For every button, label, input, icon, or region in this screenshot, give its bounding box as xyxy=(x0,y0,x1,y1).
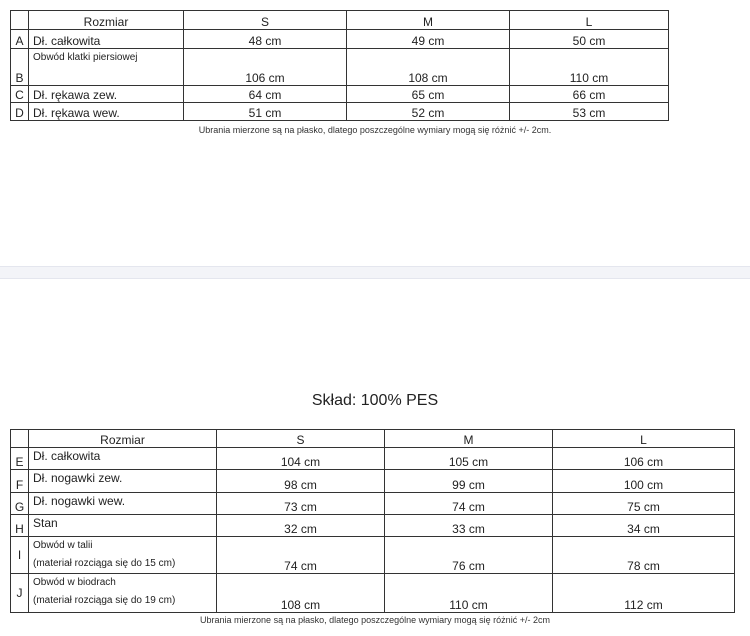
row-letter: D xyxy=(11,103,29,121)
row-letter: I xyxy=(11,537,29,574)
composition-heading: Skład: 100% PES xyxy=(311,392,439,409)
row-value-l: 75 cm xyxy=(553,493,735,515)
row-measure-note: (materiał rozciąga się do 15 cm) xyxy=(33,558,176,569)
row-letter: H xyxy=(11,515,29,537)
row-value-s: 32 cm xyxy=(217,515,385,537)
table-row xyxy=(11,49,669,86)
table-header-row xyxy=(11,11,669,30)
row-value-m: 74 cm xyxy=(385,493,553,515)
header-size-label: Rozmiar xyxy=(29,430,217,448)
row-value-m: 99 cm xyxy=(385,470,553,493)
table-row xyxy=(11,493,735,515)
table-header-row xyxy=(11,430,735,448)
row-measure-name-text: Obwód w biodrach xyxy=(33,577,116,588)
table-row xyxy=(11,448,735,470)
row-measure-name xyxy=(29,537,217,574)
row-letter: E xyxy=(11,448,29,470)
header-size-label: Rozmiar xyxy=(29,11,184,30)
row-measure-name xyxy=(29,574,217,613)
row-value-s: 48 cm xyxy=(184,30,347,49)
row-value-s: 51 cm xyxy=(184,103,347,121)
row-measure-name-text: Obwód w talii xyxy=(33,540,93,551)
table-row xyxy=(11,515,735,537)
row-value-m: 52 cm xyxy=(347,103,510,121)
row-measure-name: Stan xyxy=(29,515,217,537)
section-divider xyxy=(0,266,750,279)
table-row xyxy=(11,537,735,574)
row-measure-name-text: Obwód klatki piersiowej xyxy=(33,52,138,63)
row-value-s: 108 cm xyxy=(217,574,385,613)
row-value-l: 110 cm xyxy=(510,49,669,86)
header-size-s: S xyxy=(184,11,347,30)
row-letter: C xyxy=(11,86,29,103)
row-letter: A xyxy=(11,30,29,49)
header-size-s: S xyxy=(217,430,385,448)
table-row xyxy=(11,103,669,121)
row-measure-name: Dł. nogawki wew. xyxy=(29,493,217,515)
row-measure-name: Dł. rękawa zew. xyxy=(29,86,184,103)
row-value-m: 65 cm xyxy=(347,86,510,103)
measurement-note-bottom: Ubrania mierzone są na płasko, dlatego poszczególne wymiary mogą się różnić +/- 2cm xyxy=(200,615,550,625)
table-row xyxy=(11,86,669,103)
row-value-m: 110 cm xyxy=(385,574,553,613)
row-letter: F xyxy=(11,470,29,493)
row-letter: B xyxy=(11,49,29,86)
header-size-l: L xyxy=(553,430,735,448)
row-measure-name: Dł. rękawa wew. xyxy=(29,103,184,121)
row-value-s: 73 cm xyxy=(217,493,385,515)
row-value-l: 112 cm xyxy=(553,574,735,613)
row-value-s: 64 cm xyxy=(184,86,347,103)
row-value-l: 34 cm xyxy=(553,515,735,537)
row-measure-name: Dł. całkowita xyxy=(29,448,217,470)
header-letter-cell xyxy=(11,430,29,448)
table-row xyxy=(11,470,735,493)
table-row xyxy=(11,30,669,49)
row-value-l: 78 cm xyxy=(553,537,735,574)
header-size-m: M xyxy=(347,11,510,30)
row-value-s: 98 cm xyxy=(217,470,385,493)
row-value-l: 50 cm xyxy=(510,30,669,49)
row-measure-name: Dł. całkowita xyxy=(29,30,184,49)
row-value-l: 106 cm xyxy=(553,448,735,470)
row-value-l: 100 cm xyxy=(553,470,735,493)
size-table-top xyxy=(10,10,669,121)
row-value-m: 105 cm xyxy=(385,448,553,470)
row-measure-name xyxy=(29,49,184,86)
row-letter: G xyxy=(11,493,29,515)
row-value-l: 53 cm xyxy=(510,103,669,121)
row-value-s: 74 cm xyxy=(217,537,385,574)
row-value-s: 106 cm xyxy=(184,49,347,86)
row-value-m: 108 cm xyxy=(347,49,510,86)
header-size-l: L xyxy=(510,11,669,30)
measurement-note-top: Ubrania mierzone są na płasko, dlatego poszczególne wymiary mogą się różnić +/- 2cm. xyxy=(198,125,552,135)
row-value-l: 66 cm xyxy=(510,86,669,103)
row-measure-note: (materiał rozciąga się do 19 cm) xyxy=(33,595,176,606)
size-table-bottom xyxy=(10,429,735,613)
row-letter: J xyxy=(11,574,29,613)
row-value-s: 104 cm xyxy=(217,448,385,470)
header-letter-cell xyxy=(11,11,29,30)
table-row xyxy=(11,574,735,613)
row-value-m: 33 cm xyxy=(385,515,553,537)
row-value-m: 76 cm xyxy=(385,537,553,574)
header-size-m: M xyxy=(385,430,553,448)
row-measure-name: Dł. nogawki zew. xyxy=(29,470,217,493)
row-value-m: 49 cm xyxy=(347,30,510,49)
